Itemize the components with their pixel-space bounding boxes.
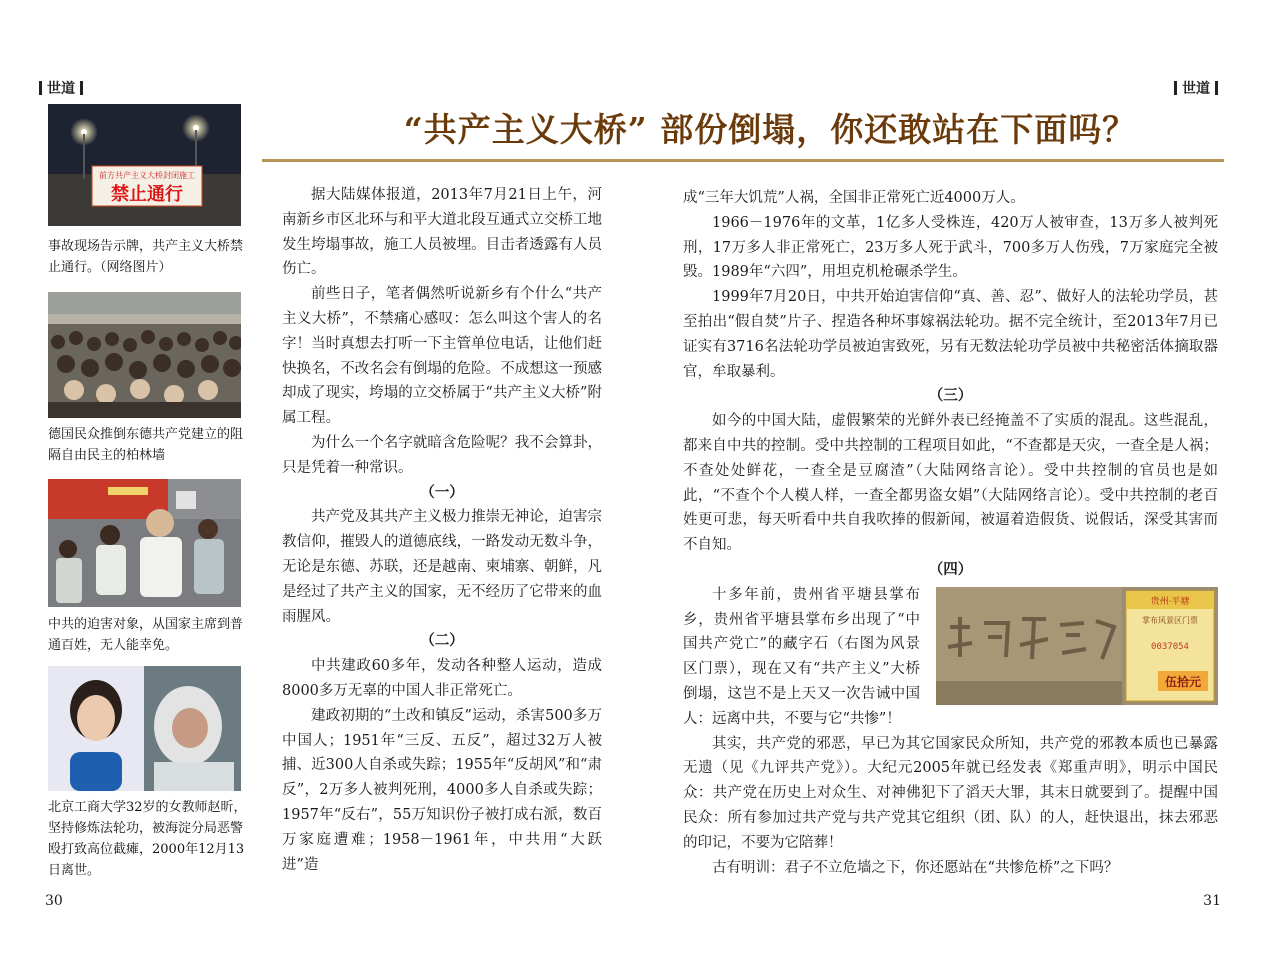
section-heading: （二）: [420, 632, 464, 650]
section-heading: （三）: [928, 387, 973, 405]
page-number-left: 30: [45, 893, 63, 909]
photo-hidden-word-stone: [936, 587, 1218, 705]
paragraph: 1999年7月20日，中共开始迫害信仰“真、善、忍”、做好人的法轮功学员，甚至拍出“假自焚”片子、捏造各种坏事嫁祸法轮功。据不完全统计，至2013年7月已证实有3716名法轮功学员被迫害致死，另有无数法轮功学员被中共秘密活体摘取器官，牟取暴利。: [683, 289, 1218, 380]
article-column-2: [683, 186, 1218, 880]
section-heading: （四）: [928, 560, 973, 578]
sign-top-text: 前方共产主义大桥封闭施工: [99, 171, 195, 180]
paragraph: 据大陆媒体报道，2013年7月21日上午，河南新乡市区北环与和平大道北段互通式立交桥工地发生垮塌事故，施工人员被埋。目击者透露有人员伤亡。: [282, 187, 602, 278]
paragraph: 中共建政60多年，发动各种整人运动，造成8000多万无辜的中国人非正常死亡。: [282, 658, 602, 699]
section-label: 世道: [47, 81, 75, 97]
paragraph: 成“三年大饥荒”人祸，全国非正常死亡近4000万人。: [683, 190, 1025, 206]
page-number-right: 31: [1203, 893, 1221, 909]
sign-main-text: 禁止通行: [111, 184, 183, 205]
ticket-title: 贵州·平塘: [1150, 596, 1190, 607]
article-title: “共产主义大桥” 部份倒塌，你还敢站在下面吗？: [403, 110, 1137, 149]
ticket-subtitle: 掌布风景区门票: [1142, 615, 1198, 625]
paragraph: 如今的中国大陆，虚假繁荣的光鲜外表已经掩盖不了实质的混乱。这些混乱，都来自中共的控制。受中共控制的工程项目如此，“不查都是天灾，一查全是人祸；不查处处鲜花，一查全是豆腐渣”（大陆网络言论）。受中共控制的官员也是如此，“不查个个人模人样，一查全都男盗女娼”（大陆网络言论）。受中共控制的老百姓更可悲，每天听看中共自我吹捧的假新闻，被逼着造假货、说假话，深受其害而不自知。: [683, 413, 1218, 554]
paragraph: 其实，共产党的邪恶，早已为其它国家民众所知，共产党的邪教本质也已暴露无遗（见《九评共产党》）。大纪元2005年就已经发表《郑重声明》，明示中国民众：共产党在历史上对众生、对神佛犯下了滔天大罪，其末日就要到了。提醒中国民众：所有参加过共产党与共产党其它组织（团、队）的人，赶快退出，抹去邪恶的印记，不要为它陪葬！: [683, 735, 1218, 851]
photo-persecution: [48, 479, 241, 607]
paragraph: 为什么一个名字就暗含危险呢？我不会算卦，只是凭着一种常识。: [282, 434, 602, 476]
paragraph: 古有明训：君子不立危墙之下，你还愿站在“共惨危桥”之下吗？: [712, 859, 1119, 876]
section-header-right: [1169, 78, 1223, 98]
section-heading: （一）: [420, 483, 464, 501]
caption-photo4: 北京工商大学32岁的女教师赵昕，坚持修炼法轮功，被海淀分局恶警殴打致高位截瘫，2000年12月13日离世。: [48, 800, 247, 878]
section-label: 世道: [1182, 81, 1210, 97]
caption-photo3: 中共的迫害对象，从国家主席到普通百姓，无人能幸免。: [48, 617, 244, 653]
article-column-1: [282, 183, 602, 877]
paragraph: 建政初期的“土改和镇反”运动，杀害500多万中国人；1951年“三反、五反”，超过32万人被捕、近300人自杀或失踪；1955年“反胡风”和“肃反”，2万多人被判死刑，4000多人自杀或失踪；1957年“反右”，55万知识份子被打成右派，数百万家庭遭难；1958－1961年，中共用“大跃进”造: [282, 707, 602, 873]
photo-zhao-xin: [48, 666, 241, 791]
photo-berlin-wall: [48, 292, 241, 418]
photo-accident-sign: [48, 104, 241, 226]
ticket-price: 伍拾元: [1164, 674, 1202, 689]
paragraph: 十多年前，贵州省平塘县掌布乡，贵州省平塘县掌布乡出现了“中国共产党亡”的藏字石（右图为风景区门票），现在又有“共产主义”大桥倒塌，这岂不是上天又一次告诫中国人：远离中共，不要与它“共惨”！: [683, 586, 920, 727]
section-header-left: [34, 78, 88, 98]
caption-photo2: 德国民众推倒东德共产党建立的阻隔自由民主的柏林墙: [48, 427, 244, 463]
caption-photo1: 事故现场告示牌，共产主义大桥禁止通行。（网络图片）: [48, 239, 244, 275]
paragraph: 共产党及其共产主义极力推崇无神论，迫害宗教信仰，摧毁人的道德底线，一路发动无数斗争，无论是东德、苏联，还是越南、柬埔寨、朝鲜，凡是经过了共产主义的国家，无不经历了它带来的血雨腥风。: [282, 509, 602, 625]
title-divider: [262, 159, 1224, 162]
paragraph: 前些日子，笔者偶然听说新乡有个什么“共产主义大桥”，不禁痛心感叹：怎么叫这个害人的名字！当时真想去打听一下主管单位电话，让他们赶快换名，不改名会有倒塌的危险。不成想这一预感却成了现实，垮塌的立交桥属于“共产主义大桥”附属工程。: [282, 286, 602, 427]
ticket-serial: 0037054: [1151, 641, 1189, 652]
paragraph: 1966－1976年的文革，1亿多人受株连，420万人被审查，13万多人被判死刑，17万多人非正常死亡，23万多人死于武斗，700多万人伤残，7万家庭完全被毁。1989年“六四”，用坦克机枪碾杀学生。: [683, 214, 1218, 281]
